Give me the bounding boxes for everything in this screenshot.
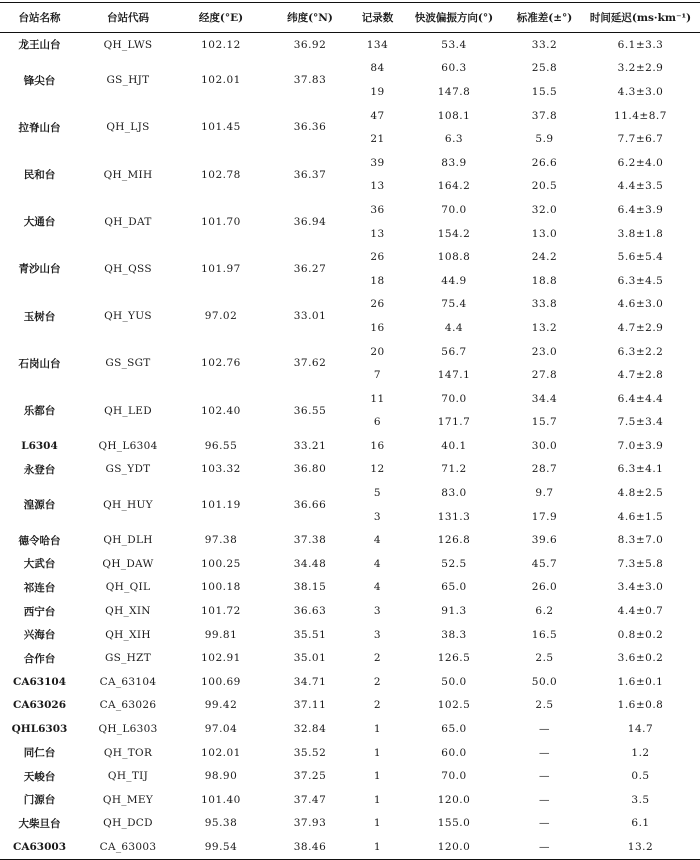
std-dev-cell: 34.4: [531, 392, 558, 405]
station-name-cell: CA63003: [0, 835, 79, 859]
latitude-cell: 36.27: [293, 262, 327, 275]
polarization-cell: 120.0: [400, 835, 508, 859]
table-row: [0, 340, 700, 364]
time-delay-cell: 1.6±0.8: [617, 699, 664, 712]
header-longitude: 经度(°E): [177, 3, 265, 33]
time-delay-cell: 6.4±3.9: [617, 203, 664, 216]
time-delay-cell: 6.4±4.4: [617, 392, 664, 405]
station-code-cell: CA_63104: [99, 675, 157, 688]
polarization-cell: 83.9: [441, 156, 467, 169]
polarization-cell: 6.3: [444, 133, 464, 146]
polarization-cell: 108.8: [437, 251, 471, 264]
record-count-cell: 11: [370, 392, 385, 405]
polarization-cell: 102.5: [437, 699, 471, 712]
polarization-cell: 164.2: [437, 180, 471, 193]
std-dev-cell: —: [539, 793, 550, 806]
time-delay-cell: 14.7: [627, 723, 654, 736]
table-row: [0, 694, 700, 718]
station-code-cell: QH_L6303: [98, 723, 158, 736]
station-code-cell: QH_XIH: [105, 628, 151, 641]
time-delay-cell: 0.5: [631, 770, 650, 783]
record-count-cell: 3: [373, 510, 382, 523]
polarization-cell: 83.0: [441, 487, 467, 500]
time-delay-cell: 4.7±2.9: [617, 321, 664, 334]
std-dev-cell: —: [539, 817, 550, 830]
std-dev-cell: 15.5: [531, 85, 558, 98]
latitude-cell: 33.01: [293, 310, 327, 323]
station-name-cell: 龙王山台: [18, 39, 61, 52]
record-count-cell: 16: [370, 439, 385, 452]
station-name-cell: 兴海台: [23, 629, 56, 642]
latitude-cell: 37.62: [293, 357, 327, 370]
time-delay-cell: 6.3±4.5: [617, 274, 664, 287]
record-count-cell: 3: [373, 605, 382, 618]
station-code-cell: CA_63026: [99, 699, 157, 712]
longitude-cell: 99.54: [177, 835, 265, 859]
polarization-cell: 53.4: [441, 38, 467, 51]
record-count-cell: 2: [373, 699, 382, 712]
latitude-cell: 34.48: [293, 557, 327, 570]
polarization-cell: 52.5: [441, 557, 467, 570]
record-count-cell: 1: [355, 835, 400, 859]
polarization-cell: 4.4: [444, 321, 464, 334]
time-delay-cell: 13.2: [581, 835, 700, 859]
station-code-cell: QH_DCD: [103, 817, 153, 830]
latitude-cell: 33.21: [293, 439, 327, 452]
latitude-cell: 36.94: [293, 215, 327, 228]
std-dev-cell: 26.0: [531, 581, 558, 594]
station-code-cell: QH_DLH: [103, 534, 153, 547]
std-dev-cell: 33.8: [531, 298, 558, 311]
std-dev-cell: —: [508, 835, 581, 859]
station-code-cell: GS_SGT: [105, 357, 151, 370]
polarization-cell: 65.0: [441, 723, 467, 736]
station-name-cell: 大通台: [23, 216, 56, 229]
longitude-cell: 101.97: [201, 262, 241, 275]
std-dev-cell: 5.9: [535, 133, 554, 146]
station-name-cell: 乐都台: [23, 405, 56, 417]
polarization-cell: 131.3: [437, 510, 471, 523]
table-row: [0, 764, 700, 788]
table-row: [0, 552, 700, 576]
longitude-cell: 103.32: [201, 463, 241, 476]
table-row: [0, 670, 700, 694]
std-dev-cell: 18.8: [531, 274, 558, 287]
station-name-cell: 祁连台: [23, 581, 56, 594]
std-dev-cell: —: [539, 746, 550, 759]
header-station-code: 台站代码: [79, 3, 177, 33]
longitude-cell: 101.70: [201, 215, 241, 228]
time-delay-cell: 4.4±3.5: [617, 180, 664, 193]
record-count-cell: 47: [370, 109, 385, 122]
polarization-cell: 120.0: [437, 793, 471, 806]
latitude-cell: 35.52: [293, 746, 327, 759]
std-dev-cell: 2.5: [535, 699, 554, 712]
record-count-cell: 2: [373, 652, 382, 665]
station-name-cell: CA63026: [12, 699, 67, 712]
table-row: [0, 741, 700, 765]
longitude-cell: 99.42: [204, 699, 238, 712]
station-code-cell: QH_L6304: [98, 439, 158, 452]
station-name-cell: 同仁台: [23, 747, 56, 760]
polarization-cell: 126.8: [437, 534, 471, 547]
time-delay-cell: 4.8±2.5: [617, 487, 664, 500]
longitude-cell: 100.25: [201, 557, 241, 570]
table-row: [0, 33, 700, 57]
station-name-cell: QHL6303: [11, 723, 68, 736]
record-count-cell: 19: [370, 85, 385, 98]
polarization-cell: 50.0: [441, 675, 467, 688]
table-row: [0, 717, 700, 741]
table-header: [0, 3, 700, 33]
record-count-cell: 16: [370, 321, 385, 334]
table-row: [0, 576, 700, 600]
latitude-cell: 36.80: [293, 463, 327, 476]
record-count-cell: 134: [366, 38, 389, 51]
table-row: [0, 599, 700, 623]
longitude-cell: 101.72: [201, 605, 241, 618]
polarization-cell: 71.2: [441, 463, 467, 476]
shear-wave-splitting-table: [0, 2, 700, 860]
polarization-cell: 40.1: [441, 439, 467, 452]
record-count-cell: 1: [373, 770, 382, 783]
record-count-cell: 6: [373, 416, 382, 429]
table-row: [0, 458, 700, 482]
header-station-name: 台站名称: [0, 3, 79, 33]
longitude-cell: 96.55: [204, 439, 238, 452]
time-delay-cell: 3.8±1.8: [617, 227, 664, 240]
station-name-cell: 合作台: [23, 652, 56, 665]
polarization-cell: 44.9: [441, 274, 467, 287]
station-code-cell: GS_HZT: [104, 652, 152, 665]
station-name-cell: 石岗山台: [18, 357, 61, 370]
std-dev-cell: 39.6: [531, 534, 558, 547]
record-count-cell: 36: [370, 203, 385, 216]
header-time-delay: 时间延迟(ms·km⁻¹): [581, 3, 700, 33]
longitude-cell: 102.40: [201, 404, 241, 417]
std-dev-cell: 2.5: [535, 652, 554, 665]
station-name-cell: 大武台: [23, 558, 56, 571]
header-std-dev: 标准差(±°): [508, 3, 581, 33]
station-name-cell: L6304: [21, 439, 58, 452]
record-count-cell: 21: [370, 133, 385, 146]
time-delay-cell: 4.6±1.5: [617, 510, 664, 523]
latitude-cell: 36.36: [293, 121, 327, 134]
latitude-cell: 37.25: [293, 770, 327, 783]
table-row: [0, 293, 700, 317]
time-delay-cell: 3.4±3.0: [617, 581, 664, 594]
longitude-cell: 102.01: [201, 74, 241, 87]
record-count-cell: 18: [370, 274, 385, 287]
std-dev-cell: 27.8: [531, 369, 558, 382]
table-row: [0, 104, 700, 128]
record-count-cell: 4: [373, 581, 382, 594]
table-body: [0, 33, 700, 860]
polarization-cell: 147.1: [437, 369, 471, 382]
station-code-cell: QH_QSS: [104, 262, 152, 275]
station-code-cell: QH_QIL: [105, 581, 151, 594]
time-delay-cell: 7.7±6.7: [617, 133, 664, 146]
time-delay-cell: 6.2±4.0: [617, 156, 664, 169]
std-dev-cell: 32.0: [531, 203, 558, 216]
record-count-cell: 1: [373, 723, 382, 736]
time-delay-cell: 6.1±3.3: [617, 38, 664, 51]
station-code-cell: QH_HUY: [103, 498, 153, 511]
time-delay-cell: 1.2: [631, 746, 650, 759]
std-dev-cell: 6.2: [535, 605, 554, 618]
time-delay-cell: 1.6±0.1: [617, 675, 664, 688]
time-delay-cell: 0.8±0.2: [617, 628, 664, 641]
std-dev-cell: —: [539, 770, 550, 783]
longitude-cell: 100.69: [201, 675, 241, 688]
latitude-cell: 37.47: [293, 793, 327, 806]
latitude-cell: 38.46: [265, 835, 355, 859]
table-row: [0, 198, 700, 222]
station-code-cell: QH_TOR: [103, 746, 153, 759]
station-name-cell: 门源台: [23, 794, 56, 807]
longitude-cell: 97.38: [204, 534, 238, 547]
polarization-cell: 70.0: [441, 392, 467, 405]
longitude-cell: 101.45: [201, 121, 241, 134]
record-count-cell: 4: [373, 534, 382, 547]
longitude-cell: 95.38: [204, 817, 238, 830]
polarization-cell: 70.0: [441, 203, 467, 216]
station-code-cell: QH_MEY: [102, 793, 154, 806]
record-count-cell: 26: [370, 251, 385, 264]
record-count-cell: 1: [373, 817, 382, 830]
table-row: [0, 835, 700, 859]
std-dev-cell: 37.8: [531, 109, 558, 122]
station-code-cell: GS_YDT: [105, 463, 151, 476]
latitude-cell: 36.66: [293, 498, 327, 511]
std-dev-cell: 24.2: [531, 251, 558, 264]
station-name-cell: 玉树台: [23, 310, 56, 323]
station-code-cell: QH_LJS: [106, 121, 150, 134]
time-delay-cell: 6.3±4.1: [617, 463, 664, 476]
std-dev-cell: 16.5: [531, 628, 558, 641]
longitude-cell: 102.91: [201, 652, 241, 665]
record-count-cell: 7: [373, 369, 382, 382]
polarization-cell: 108.1: [437, 109, 471, 122]
std-dev-cell: 45.7: [531, 557, 558, 570]
latitude-cell: 36.37: [293, 168, 327, 181]
time-delay-cell: 4.6±3.0: [617, 298, 664, 311]
station-code-cell: GS_HJT: [106, 74, 150, 87]
latitude-cell: 37.83: [293, 74, 327, 87]
polarization-cell: 75.4: [441, 298, 467, 311]
polarization-cell: 126.5: [437, 652, 471, 665]
polarization-cell: 38.3: [441, 628, 467, 641]
record-count-cell: 1: [373, 793, 382, 806]
latitude-cell: 34.71: [293, 675, 327, 688]
time-delay-cell: 7.5±3.4: [617, 416, 664, 429]
station-code-cell: QH_YUS: [104, 310, 152, 323]
record-count-cell: 13: [370, 227, 385, 240]
std-dev-cell: 30.0: [531, 439, 558, 452]
time-delay-cell: 4.4±0.7: [617, 605, 664, 618]
latitude-cell: 36.63: [293, 605, 327, 618]
station-code-cell: QH_LWS: [103, 38, 153, 51]
polarization-cell: 60.0: [441, 746, 467, 759]
std-dev-cell: 33.2: [531, 38, 558, 51]
station-name-cell: 锋尖台: [23, 74, 56, 87]
record-count-cell: 12: [370, 463, 385, 476]
polarization-cell: 56.7: [441, 345, 467, 358]
table-row: [0, 812, 700, 836]
record-count-cell: 5: [373, 487, 382, 500]
header-latitude: 纬度(°N): [265, 3, 355, 33]
table-row: [0, 151, 700, 175]
std-dev-cell: 23.0: [531, 345, 558, 358]
time-delay-cell: 5.6±5.4: [617, 251, 664, 264]
record-count-cell: 84: [370, 62, 385, 75]
std-dev-cell: 28.7: [531, 463, 558, 476]
station-code-cell: QH_DAT: [104, 215, 152, 228]
station-code-cell: QH_TIJ: [107, 770, 149, 783]
station-code-cell: CA_63003: [79, 835, 177, 859]
latitude-cell: 36.55: [293, 404, 327, 417]
std-dev-cell: 17.9: [531, 510, 558, 523]
table-row: [0, 646, 700, 670]
station-name-cell: 民和台: [23, 169, 56, 182]
longitude-cell: 102.12: [201, 38, 241, 51]
latitude-cell: 35.01: [293, 652, 327, 665]
table-row: [0, 387, 700, 411]
longitude-cell: 97.02: [204, 310, 238, 323]
time-delay-cell: 4.3±3.0: [617, 85, 664, 98]
std-dev-cell: 13.0: [531, 227, 558, 240]
longitude-cell: 100.18: [201, 581, 241, 594]
polarization-cell: 91.3: [441, 605, 467, 618]
table-row: [0, 528, 700, 552]
polarization-cell: 70.0: [441, 770, 467, 783]
time-delay-cell: 8.3±7.0: [617, 534, 664, 547]
table-row: [0, 434, 700, 458]
time-delay-cell: 4.7±2.8: [617, 369, 664, 382]
station-name-cell: 湟源台: [23, 499, 56, 512]
station-code-cell: QH_MIH: [103, 168, 153, 181]
station-name-cell: 大柴旦台: [18, 817, 61, 830]
latitude-cell: 37.93: [293, 817, 327, 830]
table-row: [0, 788, 700, 812]
latitude-cell: 36.92: [293, 38, 327, 51]
longitude-cell: 98.90: [204, 770, 238, 783]
longitude-cell: 99.81: [204, 628, 238, 641]
record-count-cell: 1: [373, 746, 382, 759]
polarization-cell: 60.3: [441, 62, 467, 75]
header-record-count: 记录数: [355, 3, 400, 33]
latitude-cell: 35.51: [293, 628, 327, 641]
record-count-cell: 2: [373, 675, 382, 688]
longitude-cell: 97.04: [204, 723, 238, 736]
latitude-cell: 37.38: [293, 534, 327, 547]
polarization-cell: 154.2: [437, 227, 471, 240]
std-dev-cell: 26.6: [531, 156, 558, 169]
station-name-cell: 青沙山台: [18, 263, 61, 276]
table-row: [0, 57, 700, 81]
std-dev-cell: 20.5: [531, 180, 558, 193]
time-delay-cell: 6.1: [631, 817, 650, 830]
time-delay-cell: 3.5: [631, 793, 650, 806]
polarization-cell: 171.7: [437, 416, 471, 429]
longitude-cell: 102.76: [201, 357, 241, 370]
std-dev-cell: 50.0: [531, 675, 558, 688]
record-count-cell: 39: [370, 156, 385, 169]
record-count-cell: 20: [370, 345, 385, 358]
polarization-cell: 65.0: [441, 581, 467, 594]
station-name-cell: 德令哈台: [18, 534, 61, 547]
record-count-cell: 4: [373, 557, 382, 570]
longitude-cell: 102.01: [201, 746, 241, 759]
latitude-cell: 38.15: [293, 581, 327, 594]
latitude-cell: 37.11: [293, 699, 327, 712]
time-delay-cell: 6.3±2.2: [617, 345, 664, 358]
record-count-cell: 3: [373, 628, 382, 641]
std-dev-cell: —: [539, 723, 550, 736]
header-row: [0, 3, 700, 33]
std-dev-cell: 25.8: [531, 62, 558, 75]
time-delay-cell: 11.4±8.7: [614, 109, 667, 122]
station-name-cell: 天峻台: [23, 770, 56, 783]
longitude-cell: 101.19: [201, 498, 241, 511]
station-name-cell: CA63104: [12, 675, 67, 688]
longitude-cell: 101.40: [201, 793, 241, 806]
station-name-cell: 永登台: [23, 463, 56, 476]
table-row: [0, 245, 700, 269]
std-dev-cell: 9.7: [535, 487, 554, 500]
table-row: [0, 481, 700, 505]
station-code-cell: QH_LED: [104, 404, 152, 417]
station-code-cell: QH_XIN: [105, 605, 151, 618]
record-count-cell: 26: [370, 298, 385, 311]
table-row: [0, 623, 700, 647]
time-delay-cell: 7.3±5.8: [617, 557, 664, 570]
time-delay-cell: 7.0±3.9: [617, 439, 664, 452]
station-name-cell: 西宁台: [23, 605, 56, 618]
polarization-cell: 155.0: [437, 817, 471, 830]
record-count-cell: 13: [370, 180, 385, 193]
time-delay-cell: 3.6±0.2: [617, 652, 664, 665]
longitude-cell: 102.78: [201, 168, 241, 181]
time-delay-cell: 3.2±2.9: [617, 62, 664, 75]
polarization-cell: 147.8: [437, 85, 471, 98]
std-dev-cell: 13.2: [531, 321, 558, 334]
std-dev-cell: 15.7: [531, 416, 558, 429]
latitude-cell: 32.84: [293, 723, 327, 736]
station-code-cell: QH_DAW: [102, 557, 154, 570]
header-fast-polarization: 快波偏振方向(°): [400, 3, 508, 33]
station-name-cell: 拉脊山台: [18, 121, 61, 134]
